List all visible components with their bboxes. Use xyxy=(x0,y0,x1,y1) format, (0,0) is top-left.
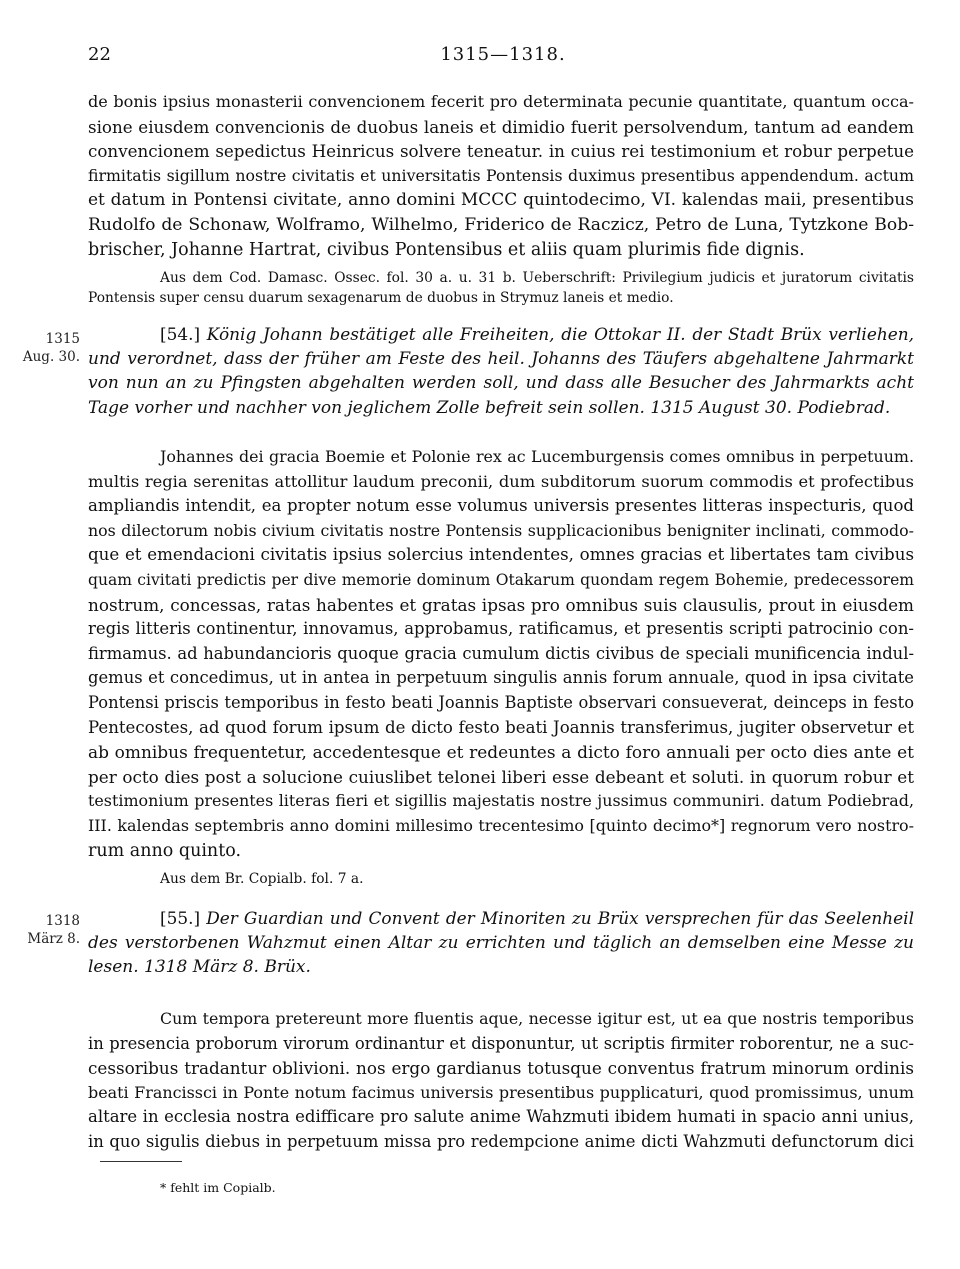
text-line: ampliandis intendit, ea propter notum esse volumus universis presentes litteras inspecturis, quod xyxy=(88,496,914,516)
source-note: Pontensis super censu duarum sexagenarum de duobus in Strymuz laneis et medio. xyxy=(88,289,674,306)
text-line: III. kalendas septembris anno domini millesimo trecentesimo [quinto decimo*] regnorum vero nostro- xyxy=(88,815,914,835)
text-line: Cum tempora pretereunt more fluentis aque, necesse igitur est, ut ea que nostris temporibus xyxy=(160,1009,914,1028)
footnote-rule xyxy=(100,1161,182,1162)
document-55-text xyxy=(88,1007,914,1155)
heading-text: Der Guardian und Convent der Minoriten zu Brüx versprechen für das Seelenheil xyxy=(206,908,914,928)
text-line: Pontensi priscis temporibus in festo beati Joannis Baptiste observari consueverat, deinceps in festo xyxy=(88,692,914,712)
text-line: firmamus. ad habundancioris quoque gracia cumulum dictis civibus de speciali munificencia indul- xyxy=(88,643,914,663)
footnote: * fehlt im Copialb. xyxy=(160,1180,276,1195)
text-line: convencionem sepedictus Heinricus solvere teneatur. in cuius rei testimonium et robur perpetue xyxy=(88,141,914,162)
text-line: in quo sigulis diebus in perpetuum missa pro redempcione anime dicti Wahzmuti defunctorum dici xyxy=(88,1131,914,1151)
text-line: altare in ecclesia nostra edifficare pro salute anime Wahzmuti ibidem humati in spacio anni unius, xyxy=(88,1107,914,1127)
document-number: [55.] xyxy=(160,908,201,928)
text-line: beati Francissci in Ponte notum facimus universis presentibus pupplicaturi, quod promissimus, unum xyxy=(88,1082,914,1102)
text-line: nos dilectorum nobis civium civitatis nostre Pontensis supplicacionibus benigniter inclinati, commodo- xyxy=(88,520,914,540)
heading-line: des verstorbenen Wahzmut einen Altar zu errichten und täglich an demselben eine Messe zu xyxy=(88,932,914,953)
heading-line xyxy=(88,906,914,931)
text-line: et datum in Pontensi civitate, anno domini MCCC quintodecimo, VI. kalendas maii, presentibus xyxy=(88,190,914,211)
text-line: Johannes dei gracia Boemie et Polonie rex ac Lucemburgensis comes omnibus in perpetuum. xyxy=(160,447,914,466)
text-line: que et emendacioni civitatis ipsius solercius intendentes, omnes gracias et libertates tam civibus xyxy=(88,545,914,565)
previous-document-continuation xyxy=(88,90,914,308)
margin-day: Aug. 30. xyxy=(22,349,80,365)
text-line: testimonium presentes literas fieri et sigillis majestatis nostre jussimus communiri. datum Podiebrad, xyxy=(88,791,914,811)
running-header xyxy=(88,44,918,68)
text-line: Rudolfo de Schonaw, Wolframo, Wilhelmo, Friderico de Raczicz, Petro de Luna, Tytzkone Bob- xyxy=(88,214,914,235)
text-line: cessoribus tradantur oblivioni. nos ergo gardianus totusque conventus fratrum minorum ordinis xyxy=(88,1058,914,1079)
heading-line xyxy=(88,322,914,347)
text-line: nostrum, concessas, ratas habentes et gratas ipsas pro omnibus suis clausulis, prout in eiusdem xyxy=(88,594,914,615)
text-line: firmitatis sigillum nostre civitatis et universitatis Pontensis duximus presentibus appendendum. actum xyxy=(88,165,914,185)
text-line: regis litteris continentur, innovamus, approbamus, ratificamus, et presentis scripti patrocinio con- xyxy=(88,619,914,639)
source-note: Aus dem Br. Copialb. fol. 7 a. xyxy=(160,871,364,888)
text-line: de bonis ipsius monasterii convencionem fecerit pro determinata pecunie quantitate, quantum occa- xyxy=(88,92,914,111)
heading-line: Tage vorher und nachher von jeglichem Zolle befreit sein sollen. 1315 August 30. Podiebrad. xyxy=(88,397,891,418)
page-number: 22 xyxy=(88,44,111,65)
text-line: per octo dies post a solucione cuiuslibet telonei liberi esse debeant et soluti. in quorum robur et xyxy=(88,766,914,787)
source-note: Aus dem Cod. Damasc. Ossec. fol. 30 a. u. 31 b. Ueberschrift: Privilegium judicis et juratorum civitatis xyxy=(160,270,914,287)
margin-day: März 8. xyxy=(27,931,80,947)
text-line: multis regia serenitas attollitur laudum preconii, dum subditorum suorum commodis et profectibus xyxy=(88,471,914,491)
heading-text: König Johann bestätiget alle Freiheiten, die Ottokar II. der Stadt Brüx verliehen, xyxy=(206,324,914,344)
header-years: 1315—1318. xyxy=(440,44,566,65)
margin-date-54 xyxy=(18,330,80,366)
text-line: quam civitati predictis per dive memorie dominum Otakarum quondam regem Bohemie, predecessorem xyxy=(88,570,914,589)
document-54-heading xyxy=(88,322,914,420)
document-number: [54.] xyxy=(160,324,201,344)
text-line: ab omnibus frequentetur, accedentesque et redeuntes a dicto foro annuali per octo dies ante et xyxy=(88,742,914,763)
text-line: Pentecostes, ad quod forum ipsum de dicto festo beati Joannis transferimus, jugiter observetur et xyxy=(88,717,914,737)
heading-line: lesen. 1318 März 8. Brüx. xyxy=(88,957,311,978)
margin-date-55 xyxy=(18,912,80,948)
heading-line: und verordnet, dass der früher am Feste des heil. Johanns des Täufers abgehaltene Jahrmarkt xyxy=(88,348,914,369)
text-line: sione eiusdem convencionis de duobus laneis et dimidio fuerit persolvendum, tantum ad eandem xyxy=(88,116,914,137)
heading-line: von nun an zu Pfingsten abgehalten werden soll, und dass alle Besucher des Jahrmarkts acht xyxy=(88,373,914,394)
document-55-heading xyxy=(88,906,914,980)
text-line: rum anno quinto. xyxy=(88,840,242,861)
text-line: in presencia proborum virorum ordinantur et disponuntur, ut scriptis firmiter roborentur, ne a suc- xyxy=(88,1033,914,1053)
margin-year: 1318 xyxy=(45,913,80,929)
margin-year: 1315 xyxy=(45,331,80,347)
text-line: gemus et concedimus, ut in antea in perpetuum singulis annis forum annuale, quod in ipsa civitate xyxy=(88,668,914,688)
document-54-text xyxy=(88,445,914,889)
text-line: brischer, Johanne Hartrat, civibus Pontensibus et aliis quam plurimis fide dignis. xyxy=(88,239,805,260)
